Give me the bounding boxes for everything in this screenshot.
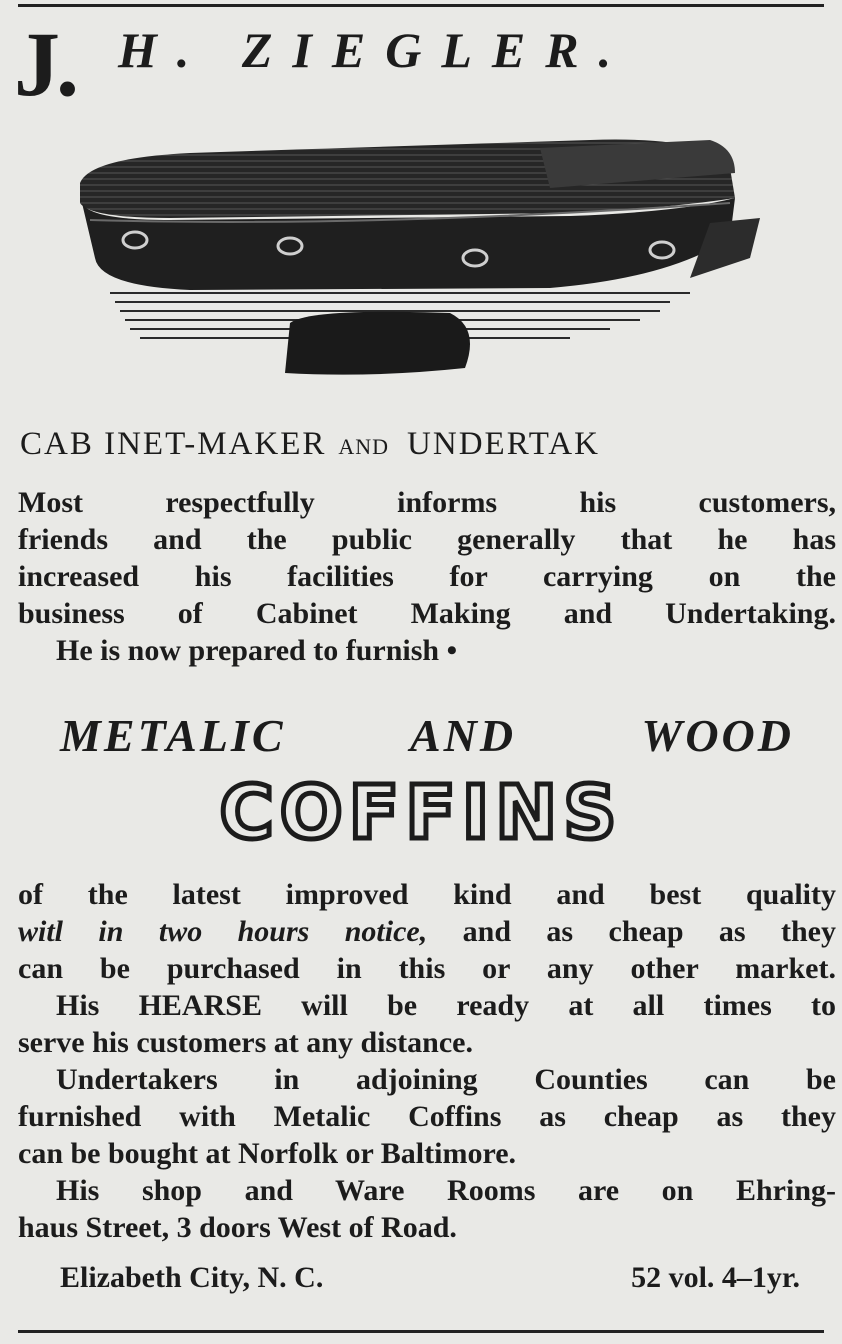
product-title: COFFINS — [219, 770, 623, 856]
intro-line: business of Cabinet Making and Undertaking. — [18, 597, 836, 630]
details-line: can be purchased in this or any other market. — [18, 952, 836, 985]
intro-line: friends and the public generally that he has — [18, 523, 836, 556]
business-heading — [20, 424, 600, 467]
heading-cabinet-maker: CAB INET-MAKER — [20, 426, 327, 462]
advertiser-name: H. ZIEGLER. — [118, 22, 632, 78]
footer-issue: 52 vol. 4–1yr. — [631, 1261, 800, 1294]
footer — [60, 1258, 800, 1298]
counties-line: Undertakers in adjoining Counties can be — [56, 1063, 836, 1096]
intro-line: increased his facilities for carrying on the — [18, 560, 836, 593]
hearse-line: serve his customers at any distance. — [18, 1026, 473, 1059]
details-line-rest: and as cheap as they — [427, 915, 836, 948]
shop-line: His shop and Ware Rooms are on Ehring- — [56, 1174, 836, 1207]
hearse-line: His HEARSE will be ready at all times to — [56, 989, 836, 1022]
bottom-rule — [18, 1330, 824, 1333]
notice-italic: witl in two hours notice, — [18, 915, 428, 948]
details-paragraph — [18, 876, 836, 1246]
shop-line: haus Street, 3 doors West of Road. — [18, 1211, 457, 1244]
counties-line: furnished with Metalic Coffins as cheap as they — [18, 1100, 836, 1133]
intro-line: Most respectfully informs his customers, — [18, 486, 836, 519]
coffin-illustration-icon — [70, 128, 770, 388]
product-subtitle: METALIC AND WOOD — [60, 710, 794, 761]
details-line: of the latest improved kind and best quality — [18, 878, 836, 911]
counties-line: can be bought at Norfolk or Baltimore. — [18, 1137, 517, 1170]
heading-and: AND — [338, 434, 390, 459]
advertiser-initial: J. — [14, 13, 75, 115]
heading-undertaker: UNDERTAK — [407, 426, 600, 462]
footer-location: Elizabeth City, N. C. — [60, 1261, 324, 1294]
intro-line: He is now prepared to furnish • — [56, 634, 458, 667]
intro-paragraph — [18, 484, 836, 669]
details-line — [18, 913, 836, 950]
top-rule — [18, 4, 824, 7]
